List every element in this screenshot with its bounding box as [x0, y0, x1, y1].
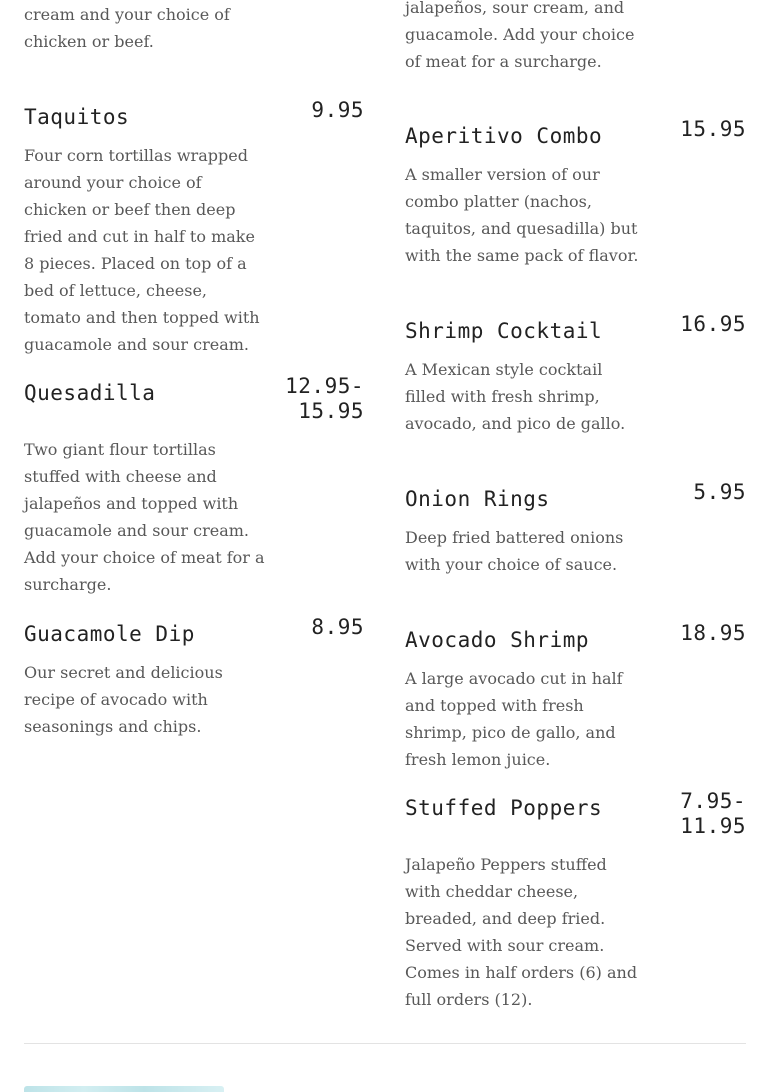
menu-item-description-fragment: cream and your choice of chicken or beef. — [24, 5, 230, 51]
menu-item-quesadilla — [24, 374, 364, 594]
menu-item-name: Quesadilla — [24, 381, 156, 405]
menu-item-price: 15.95 — [680, 117, 746, 141]
menu-item-description: A large avocado cut in half and topped with fresh shrimp, pico de gallo, and fresh lemon juice. — [405, 669, 623, 769]
menu-item-name: Shrimp Cocktail — [405, 319, 603, 343]
menu-item-taquitos — [24, 98, 364, 354]
menu-item-description: A smaller version of our combo platter (nachos, taquitos, and quesadilla) but with the same pack of flavor. — [405, 165, 639, 265]
menu-item-shrimp-cocktail — [405, 312, 746, 433]
menu-item-price: 16.95 — [680, 312, 746, 336]
menu-item-name: Guacamole Dip — [24, 622, 195, 646]
menu-item-stuffed-poppers — [405, 789, 746, 1009]
menu-item-description-fragment: jalapeños, sour cream, and guacamole. Add your choice of meat for a surcharge. — [405, 0, 635, 71]
menu-item-description: Two giant flour tortillas stuffed with cheese and jalapeños and topped with guacamole and sour cream. Add your choice of meat for a surcharge. — [24, 440, 265, 594]
menu-item-price: 9.95 — [311, 98, 364, 122]
menu-item-description: Our secret and delicious recipe of avocado with seasonings and chips. — [24, 663, 223, 736]
menu-item-onion-rings — [405, 480, 746, 574]
menu-item-name: Taquitos — [24, 105, 130, 129]
footer-logo-partial — [24, 1086, 224, 1092]
menu-item-price: 5.95 — [693, 480, 746, 504]
menu-item-price: 18.95 — [680, 621, 746, 645]
menu-item-description: Four corn tortillas wrapped around your choice of chicken or beef then deep fried and cut in half to make 8 pieces. Placed on top of a bed of lettuce, cheese, tomato and then topped with guacamole and sour cream. — [24, 146, 260, 354]
menu-item-price: 8.95 — [311, 615, 364, 639]
menu-item-description: Deep fried battered onions with your choice of sauce. — [405, 528, 624, 574]
menu-item-description: A Mexican style cocktail filled with fresh shrimp, avocado, and pico de gallo. — [405, 360, 626, 433]
section-divider — [24, 1043, 746, 1044]
menu-item-price: 7.95-11.95 — [680, 789, 746, 838]
menu-item-name: Stuffed Poppers — [405, 796, 603, 820]
menu-item-avocado-shrimp — [405, 621, 746, 769]
menu-item-price: 12.95-15.95 — [285, 374, 364, 423]
menu-item-name: Onion Rings — [405, 487, 550, 511]
menu-item-description: Jalapeño Peppers stuffed with cheddar cheese, breaded, and deep fried. Served with sour cream. Comes in half orders (6) and full orders (12). — [405, 855, 638, 1009]
menu-item-aperitivo-combo — [405, 117, 746, 265]
menu-item-name: Aperitivo Combo — [405, 124, 603, 148]
menu-item-guacamole-dip — [24, 615, 364, 736]
menu-item-name: Avocado Shrimp — [405, 628, 590, 652]
